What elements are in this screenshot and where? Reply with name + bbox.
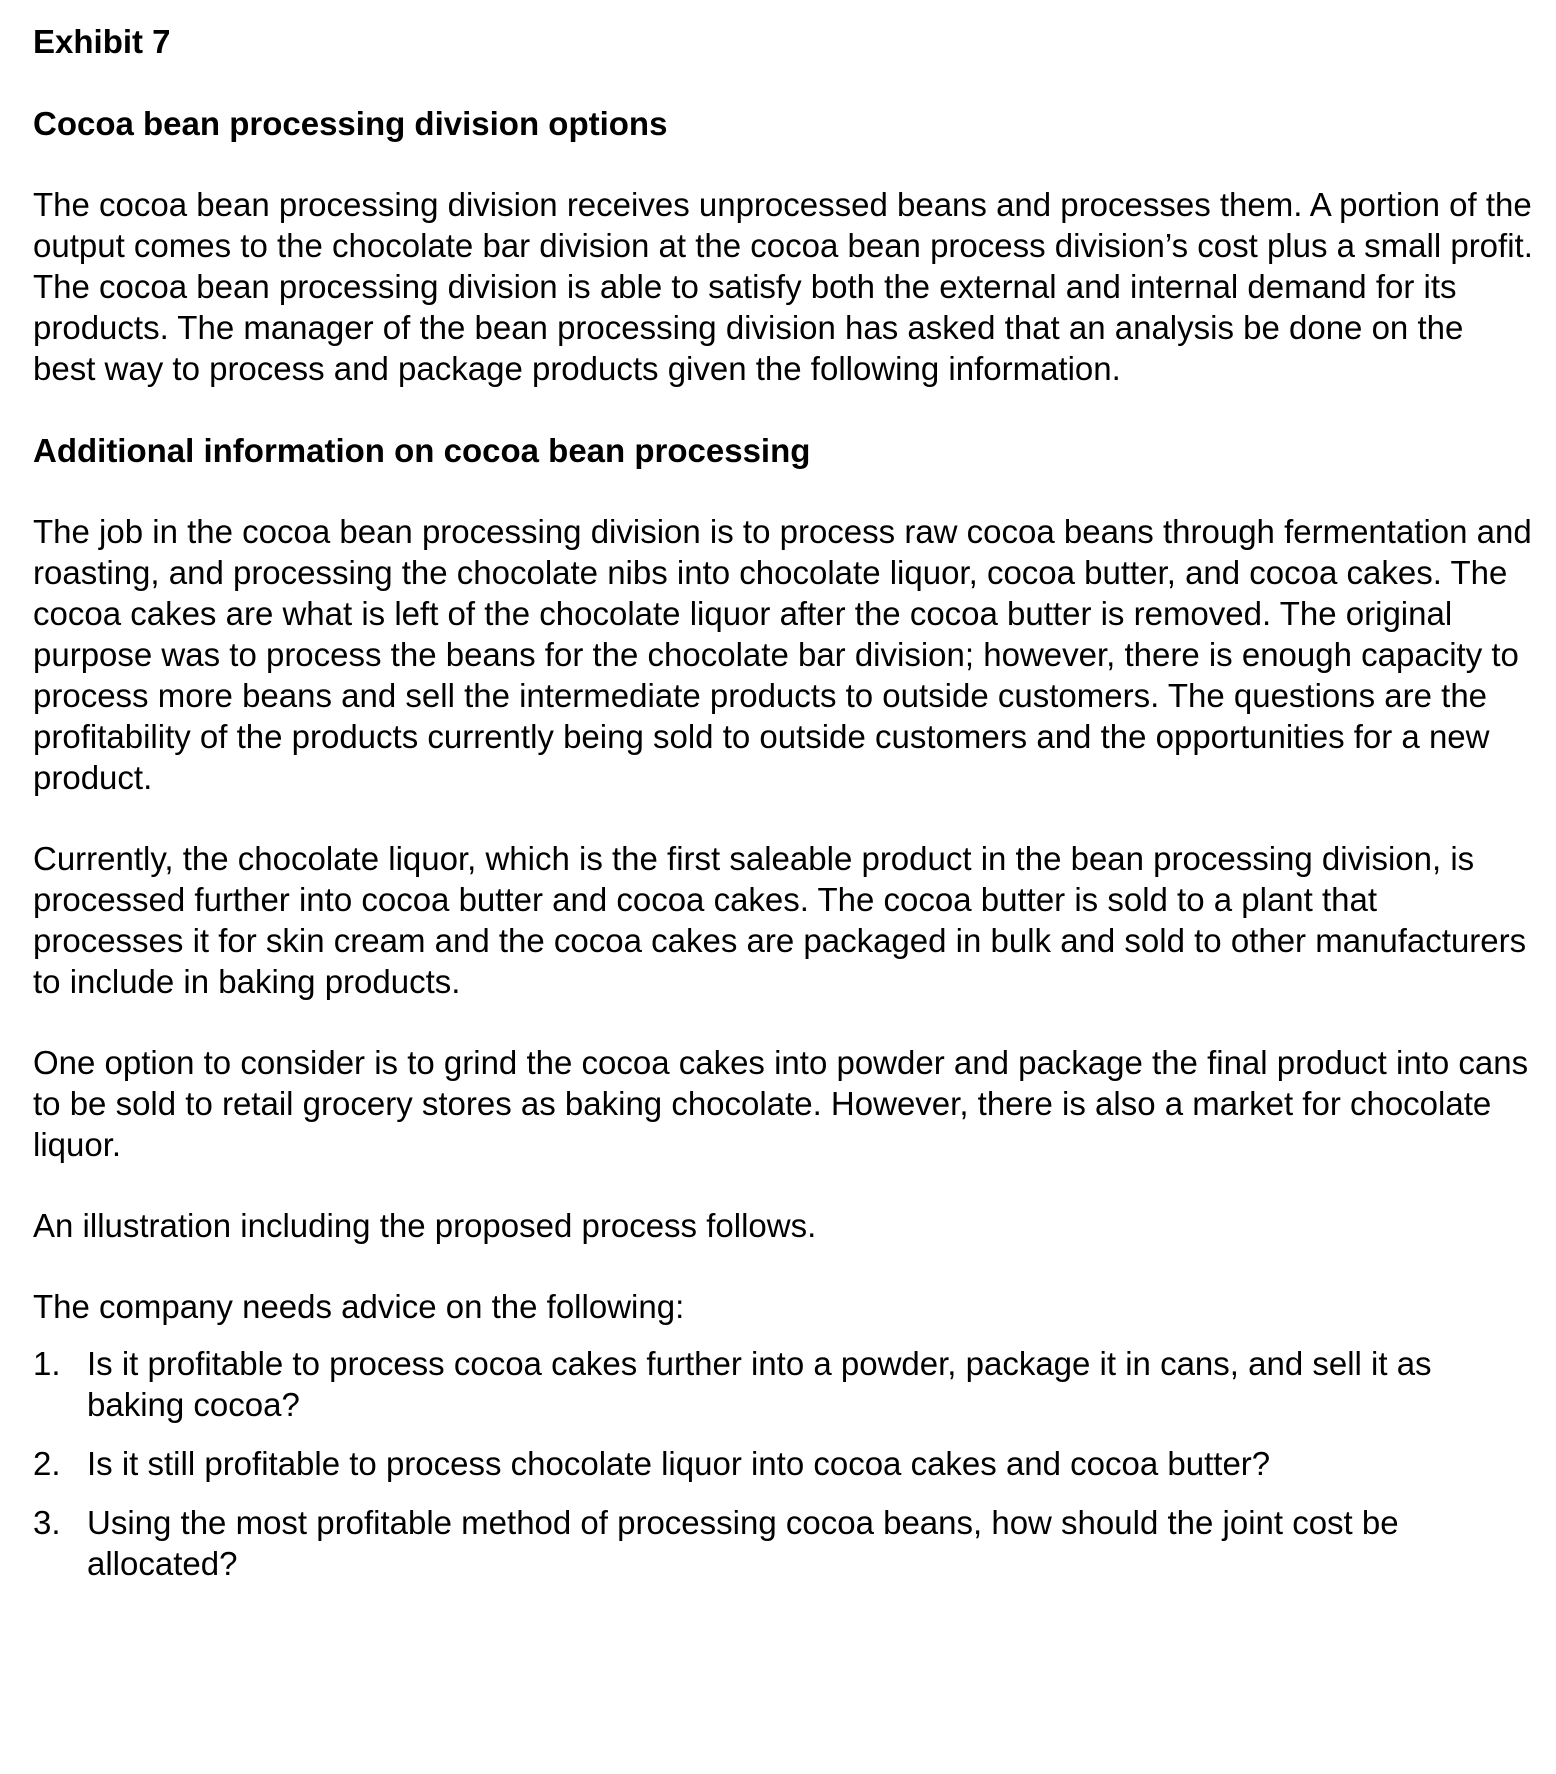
paragraph-option: One option to consider is to grind the cocoa cakes into powder and package the final product into cans to be sold to retail grocery stores as baking chocolate. However, there is also a market for chocolate liquor. [33,1044,1529,1163]
paragraph-illustration: An illustration including the proposed process follows. [33,1207,817,1244]
question-text: Is it still profitable to process chocolate liquor into cocoa cakes and cocoa butter? [87,1445,1271,1482]
paragraph-advice-intro: The company needs advice on the following: [33,1288,685,1325]
question-number: 1. [33,1345,61,1382]
paragraph-job-description: The job in the cocoa bean processing division is to process raw cocoa beans through fermentation and roasting, and processing the chocolate nibs into chocolate liquor, cocoa butter, and cocoa cakes. The cocoa cakes are what is left of the chocolate liquor after the cocoa butter is removed. The original purpose was to process the beans for the chocolate bar division; however, there is enough capacity to process more beans and sell the intermediate products to outside customers. The questions are the profitability of the products currently being sold to outside customers and the opportunities for a new product. [33,513,1532,796]
exhibit-title: Exhibit 7 [33,23,171,60]
question-item-2 [33,1443,1533,1484]
heading-additional-information: Additional information on cocoa bean processing [33,432,811,469]
question-text: Is it profitable to process cocoa cakes further into a powder, package it in cans, and sell it as baking cocoa? [87,1345,1432,1423]
heading-division-options: Cocoa bean processing division options [33,105,668,142]
question-text: Using the most profitable method of processing cocoa beans, how should the joint cost be allocated? [87,1504,1399,1582]
question-number: 2. [33,1445,61,1482]
paragraph-intro: The cocoa bean processing division receives unprocessed beans and processes them. A portion of the output comes to the chocolate bar division at the cocoa bean process division’s cost plus a small profit. The cocoa bean processing division is able to satisfy both the external and internal demand for its products. The manager of the bean processing division has asked that an analysis be done on the best way to process and package products given the following information. [33,186,1533,387]
question-number: 3. [33,1504,61,1541]
paragraph-current-process: Currently, the chocolate liquor, which is the first saleable product in the bean processing division, is processed further into cocoa butter and cocoa cakes. The cocoa butter is sold to a plant that processes it for skin cream and the cocoa cakes are packaged in bulk and sold to other manufacturers to include in baking products. [33,840,1527,1000]
document-page [33,22,1533,1602]
question-item-1 [33,1343,1533,1425]
question-item-3 [33,1502,1533,1584]
questions-list [33,1343,1533,1584]
